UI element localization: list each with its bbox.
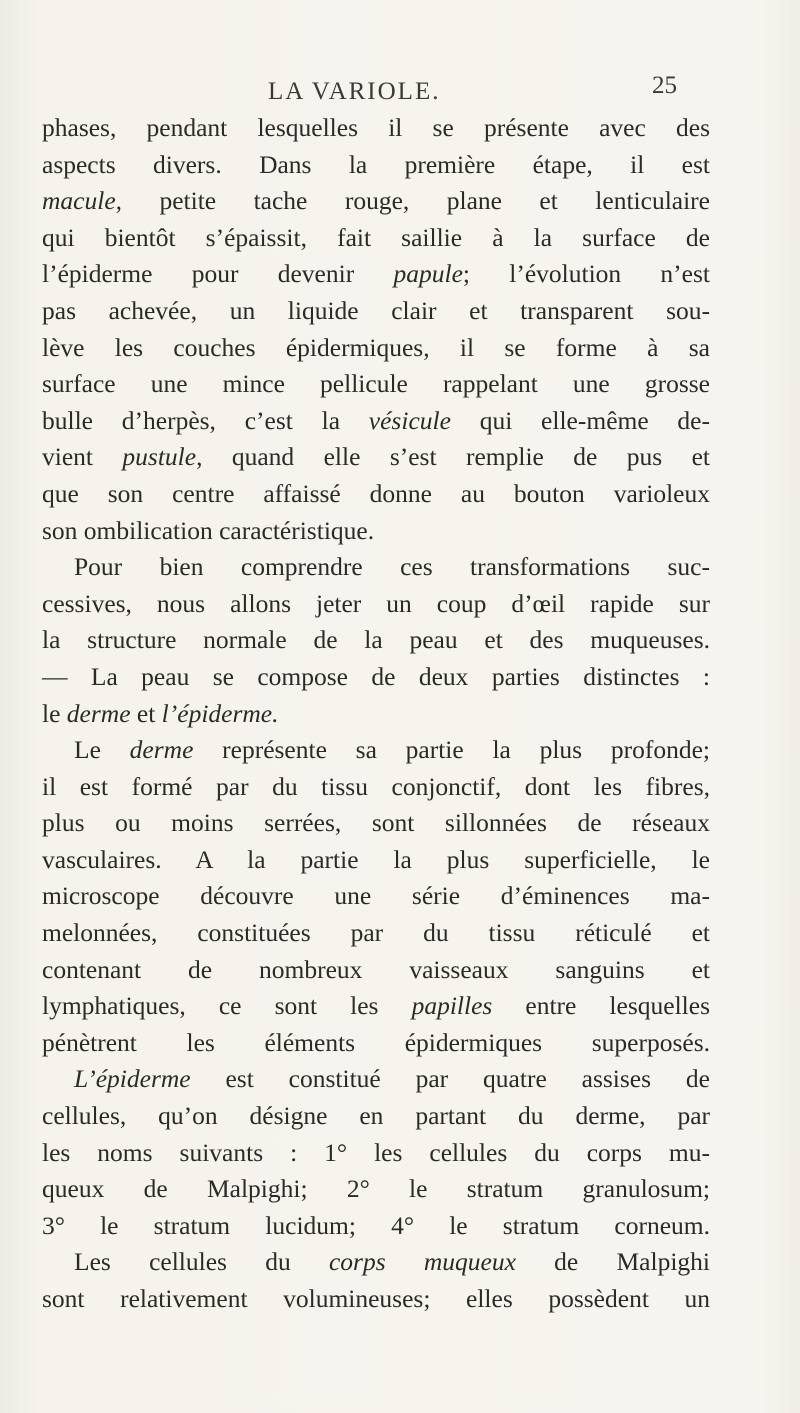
text-line: lymphatiques, ce sont les papilles entre lesquelles [42,991,710,1021]
page-number: 25 [652,72,677,99]
text-line: — La peau se compose de deux parties distinctes : [42,661,710,691]
text-line: plus ou moins serrées, sont sillonnées de réseaux [42,808,710,838]
text-line: la structure normale de la peau et des muqueuses. [42,625,710,655]
running-title: LA VARIOLE. [268,78,441,105]
text-line: vient pustule, quand elle s’est remplie de pus et [42,442,710,472]
text-line: queux de Malpighi; 2° le stratum granulosum; [42,1174,710,1204]
text-line: pénètrent les éléments épidermiques superposés. [42,1027,710,1057]
text-line: microscope découvre une série d’éminences ma- [42,881,710,911]
text-line: Le derme représente sa partie la plus profonde; [74,735,710,765]
page-header [0,72,800,110]
text-line: son ombilication caractéristique. [42,515,375,545]
text-line: qui bientôt s’épaissit, fait saillie à la surface de [42,222,710,252]
text-line: melonnées, constituées par du tissu réticulé et [42,918,710,948]
text-line: sont relativement volumineuses; elles possèdent un [42,1284,710,1313]
text-line: macule, petite tache rouge, plane et lenticulaire [42,186,710,216]
body-text [42,110,710,1318]
text-line: phases, pendant lesquelles il se présente avec des [42,113,710,142]
text-line: aspects divers. Dans la première étape, il est [42,149,710,179]
text-line: surface une mince pellicule rappelant une grosse [42,369,710,399]
text-line: Pour bien comprendre ces transformations suc- [74,552,710,582]
text-line: cessives, nous allons jeter un coup d’œil rapide sur [42,588,710,618]
text-line: lève les couches épidermiques, il se forme à sa [42,332,710,362]
text-line: vasculaires. A la partie la plus superficielle, le [42,844,710,874]
text-line: Les cellules du corps muqueux de Malpighi [74,1247,710,1277]
text-line: bulle d’herpès, c’est la vésicule qui elle-même de- [42,405,710,435]
text-line: contenant de nombreux vaisseaux sanguins et [42,954,710,984]
text-line: les noms suivants : 1° les cellules du corps mu- [42,1137,710,1167]
text-line: il est formé par du tissu conjonctif, dont les fibres, [42,771,710,801]
text-line: le derme et l’épiderme. [42,698,279,728]
text-line: l’épiderme pour devenir papule; l’évolution n’est [42,259,710,289]
text-line: que son centre affaissé donne au bouton varioleux [42,478,710,508]
text-line: pas achevée, un liquide clair et transparent sou- [42,295,710,325]
text-line: cellules, qu’on désigne en partant du derme, par [42,1101,710,1131]
text-line: 3° le stratum lucidum; 4° le stratum corneum. [42,1210,710,1240]
text-line: L’épiderme est constitué par quatre assises de [74,1064,710,1094]
